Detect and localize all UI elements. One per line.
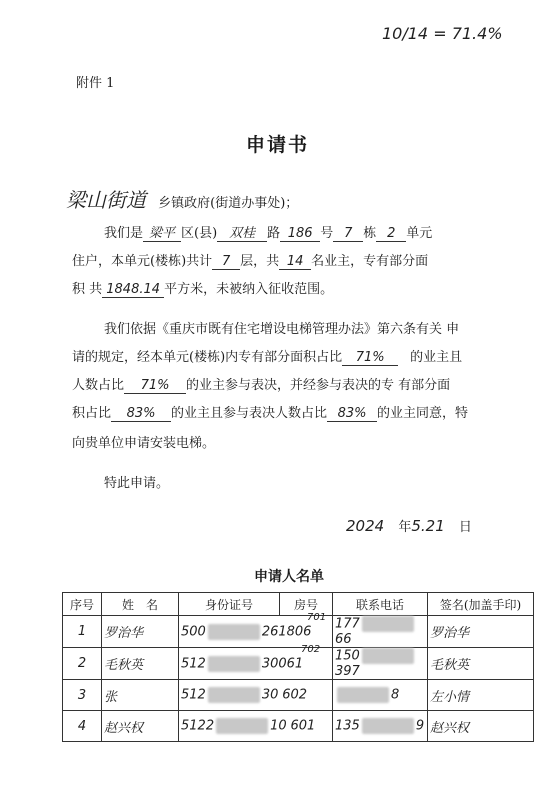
roster-title: 申请人名单 <box>254 569 324 585</box>
redacted-phone <box>362 718 414 734</box>
para1-line3 <box>72 278 333 298</box>
row-id-room <box>179 644 333 680</box>
para2-line2 <box>72 346 462 366</box>
id-prefix: 512 <box>181 656 206 671</box>
text: 住户，本单元(楼栋)共计 <box>72 254 213 269</box>
row-id-room <box>179 711 333 742</box>
area-fill: 1848.14 <box>102 282 164 298</box>
id-suffix: 261806 <box>261 624 312 639</box>
redacted-id <box>208 656 260 672</box>
ratio3-fill: 83% <box>111 406 171 422</box>
text: 积占比 <box>72 406 112 421</box>
text: 平方米，未被纳入征收范围。 <box>164 282 334 297</box>
room: 601 <box>290 718 316 734</box>
text: 人数占比 <box>72 378 125 393</box>
room: 602 <box>282 687 308 703</box>
phone-suffix: 8 <box>391 687 400 703</box>
date-md: 5.21 <box>411 517 445 535</box>
closing: 特此申请。 <box>104 476 170 491</box>
row-id-room <box>179 612 333 648</box>
text: 单元 <box>406 226 433 241</box>
text: 积 共 <box>72 282 103 297</box>
roster-table <box>62 592 534 742</box>
text: 路 <box>267 226 281 241</box>
para2-line1: 我们依据《重庆市既有住宅增设电梯管理办法》第六条有关 申 <box>104 322 460 337</box>
text: 区(县) <box>181 226 218 241</box>
floors-fill: 7 <box>212 254 240 270</box>
text: 日 <box>458 520 472 535</box>
table-row <box>63 648 534 680</box>
para2-line3 <box>72 374 450 394</box>
para1-line1 <box>104 222 432 242</box>
row-sign: 毛秋英 <box>428 648 534 680</box>
redacted-phone <box>362 616 414 632</box>
addressee-printed: 乡镇政府(街道办事处)； <box>158 196 299 211</box>
row-name: 毛秋英 <box>102 648 179 680</box>
row-no: 4 <box>63 711 102 742</box>
text: 的业主且参与表决人数占比 <box>171 406 328 421</box>
row-name: 赵兴权 <box>102 711 179 742</box>
row-sign: 左小情 <box>428 680 534 711</box>
para2-line5: 向贵单位申请安装电梯。 <box>72 436 216 451</box>
row-sign: 赵兴权 <box>428 711 534 742</box>
header-room: 房号 <box>280 593 333 616</box>
header-phone: 联系电话 <box>333 593 428 616</box>
ratio4-fill: 83% <box>327 406 377 422</box>
phone-suffix: 66 <box>335 632 352 647</box>
row-phone <box>333 680 428 711</box>
unit-fill: 2 <box>376 226 406 242</box>
district-fill: 梁平 <box>143 222 181 242</box>
id-prefix: 5122 <box>181 718 215 734</box>
text: 层，共 <box>240 254 280 269</box>
ratio1-fill: 71% <box>342 350 398 366</box>
id-prefix: 500 <box>181 624 206 639</box>
text: 号 <box>320 226 334 241</box>
phone-suffix: 9 <box>415 718 425 734</box>
row-phone <box>333 648 428 680</box>
phone-suffix: 397 <box>335 664 360 679</box>
page-title: 申请书 <box>246 134 310 156</box>
date-year: 2024 <box>346 517 385 535</box>
road-fill: 双桂 <box>217 222 267 242</box>
phone-prefix: 150 <box>335 648 360 664</box>
text: 栋 <box>363 226 377 241</box>
owners-fill: 14 <box>279 254 311 270</box>
attachment-label: 附件 1 <box>76 76 115 91</box>
row-no: 1 <box>63 616 102 648</box>
row-no: 2 <box>63 648 102 680</box>
table-row <box>63 616 534 648</box>
header-sign: 签名(加盖手印) <box>428 593 534 616</box>
para1-line2 <box>72 250 428 270</box>
row-phone <box>333 616 428 648</box>
id-suffix: 30 <box>261 687 279 703</box>
text: 的业主参与表决，并经参与表决的专 有部分面 <box>186 378 451 393</box>
phone-prefix: 177 <box>335 616 360 632</box>
room-sup: 701 <box>307 612 327 623</box>
id-prefix: 512 <box>181 687 206 703</box>
row-name: 张 <box>102 680 179 711</box>
header-id: 身份证号 <box>179 593 280 616</box>
text: 的业主同意，特 <box>377 406 469 421</box>
text: 我们是 <box>104 226 144 241</box>
roster-header-row <box>63 593 534 616</box>
addressee-line <box>66 184 298 213</box>
table-row <box>63 711 534 742</box>
text: 年 <box>398 520 412 535</box>
text: 的业主且 <box>410 350 463 365</box>
header-name: 姓 名 <box>102 593 179 616</box>
phone-prefix: 135 <box>335 718 360 734</box>
redacted-phone <box>337 687 389 703</box>
redacted-id <box>208 624 260 640</box>
row-id-room <box>179 680 333 711</box>
id-suffix: 10 <box>270 718 287 734</box>
redacted-id <box>216 718 268 734</box>
top-ratio-note: 10/14 = 71.4% <box>382 24 503 43</box>
room-sup: 702 <box>301 644 321 655</box>
header-no: 序号 <box>63 593 102 616</box>
row-no: 3 <box>63 680 102 711</box>
row-phone <box>333 711 428 742</box>
row-name: 罗治华 <box>102 616 179 648</box>
text: 请的规定，经本单元(楼栋)内专有部分面积占比 <box>72 350 343 365</box>
building-fill: 7 <box>333 226 363 242</box>
id-suffix: 30061 <box>261 656 304 671</box>
date-line <box>346 516 472 535</box>
redacted-id <box>208 687 260 703</box>
addressee-handwritten: 梁山街道 <box>66 188 146 212</box>
table-row <box>63 680 534 711</box>
text: 名业主，专有部分面 <box>311 254 429 269</box>
para2-line4 <box>72 402 468 422</box>
redacted-phone <box>362 648 414 664</box>
row-sign: 罗治华 <box>428 616 534 648</box>
ratio2-fill: 71% <box>124 378 186 394</box>
number-fill: 186 <box>280 226 320 242</box>
